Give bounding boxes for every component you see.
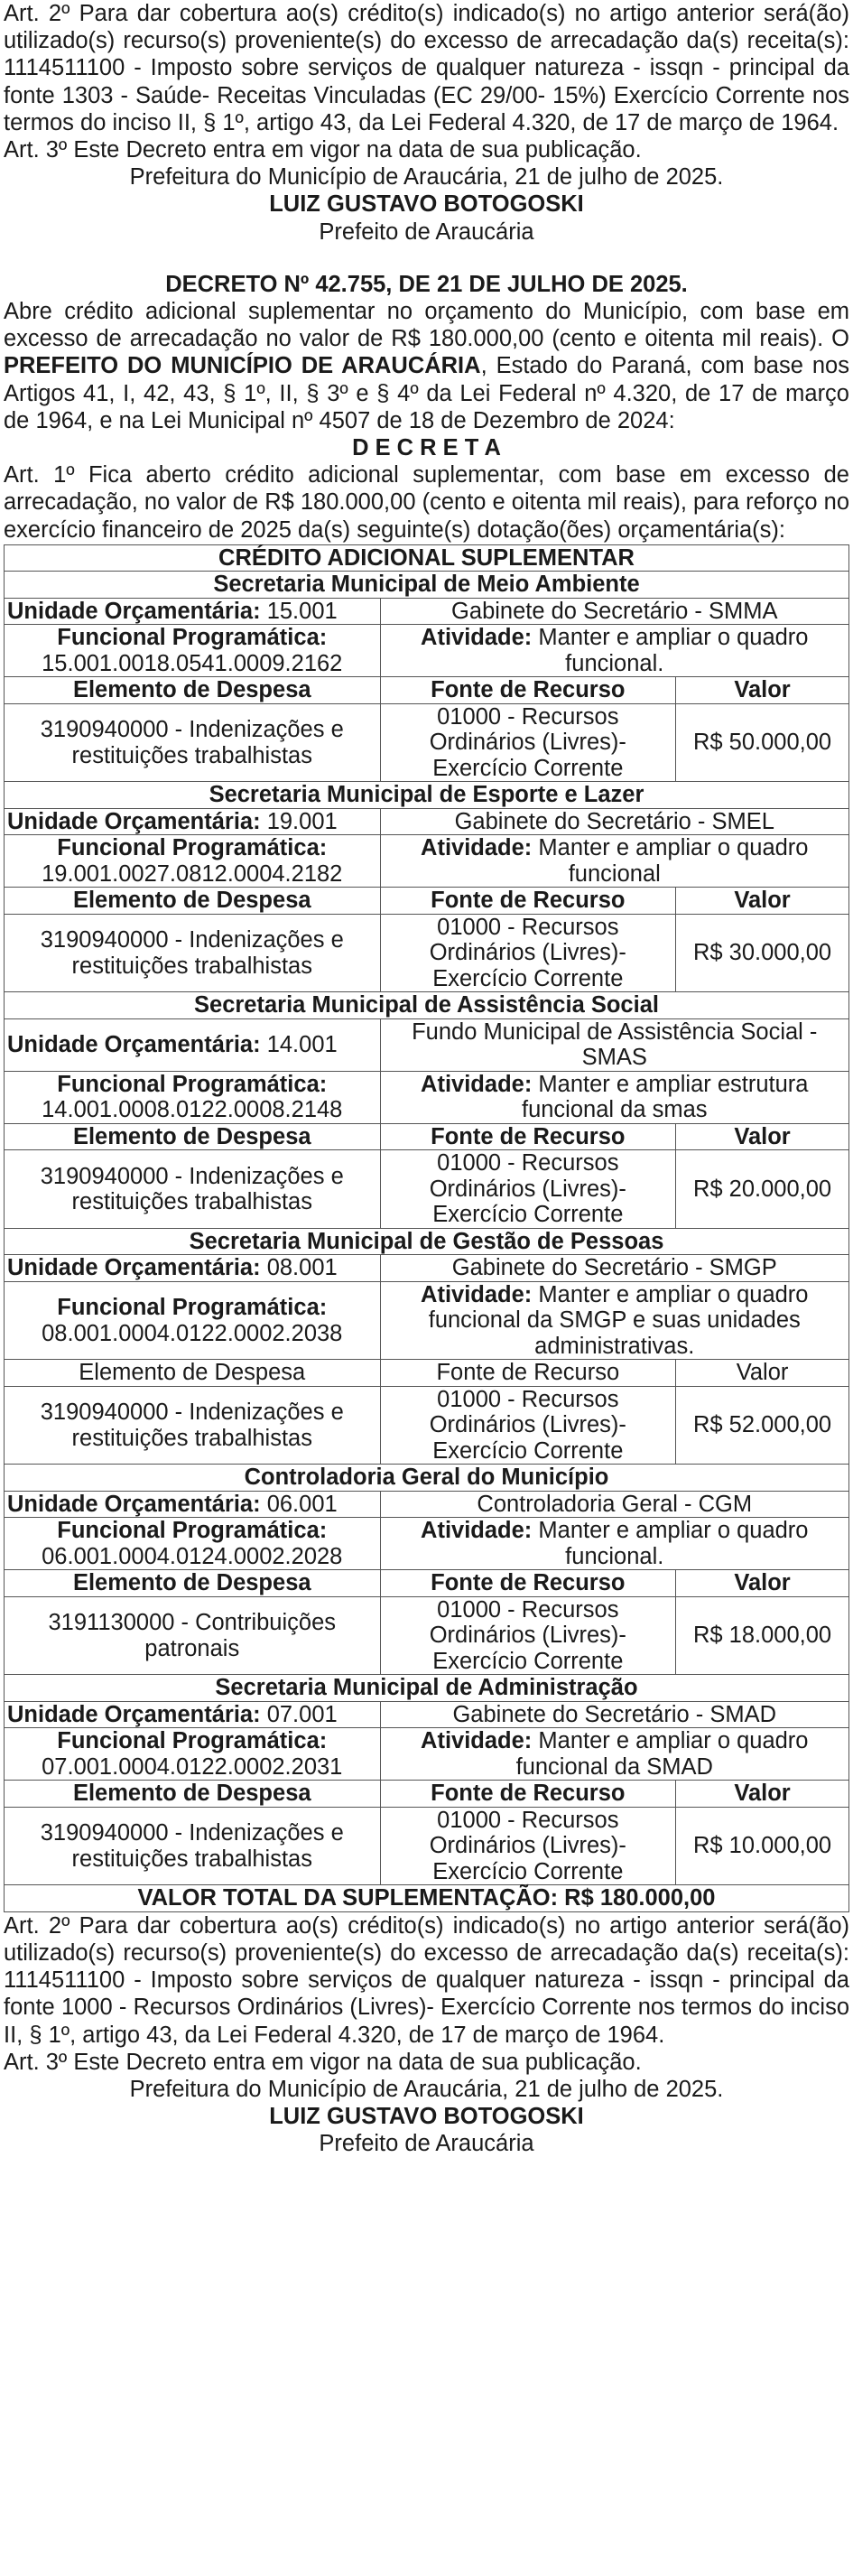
fonte-cell: 01000 - Recursos Ordinários (Livres)- Exercício Corrente [380,1807,676,1885]
valor-header: Valor [676,1360,849,1387]
elemento-cell: 3190940000 - Indenizações e restituições trabalhistas [5,1150,381,1229]
fp-code: 06.001.0004.0124.0002.2028 [42,1543,343,1569]
section-uo [5,598,381,625]
atividade-label: Atividade: [421,1518,533,1544]
decreta-heading: D E C R E T A [352,435,501,461]
decree-art2: Art. 2º Para dar cobertura ao(s) crédito(s) indicado(s) no artigo anterior será(ão) utilizado(s) recurso(s) proveniente(s) do excesso de arrecadação da(s) receita(s): 1114511100 - Imposto sobre serviços de qualquer natureza - issqn - principal da fonte 1000 - Recursos Ordinários (Livres)- Exercício Corrente nos termos do inciso II, § 1º, artigo 43, da Lei Federal 4.320, de 17 de março de 1964. [4,1912,849,2048]
uo-name: Gabinete do Secretário - SMGP [380,1255,848,1282]
credit-table-title: CRÉDITO ADICIONAL SUPLEMENTAR [5,544,849,572]
decree-art3: Art. 3º Este Decreto entra em vigor na data de sua publicação. [4,2049,642,2075]
prior-decree-place-date: Prefeitura do Município de Araucária, 21 de julho de 2025. [129,164,724,191]
atividade-label: Atividade: [421,1071,533,1097]
uo-number: 19.001 [266,808,338,834]
fp-label: Funcional Programática: [57,1518,328,1544]
uo-label: Unidade Orçamentária: [7,1701,261,1727]
fonte-header: Fonte de Recurso [380,1781,676,1808]
elemento-cell: 3190940000 - Indenizações e restituições trabalhistas [5,914,381,992]
atividade-label: Atividade: [421,1728,533,1754]
valor-cell: R$ 50.000,00 [676,703,849,782]
valor-cell: R$ 52.000,00 [676,1386,849,1465]
fp-code: 19.001.0027.0812.0004.2182 [42,860,343,887]
elemento-header: Elemento de Despesa [5,888,381,915]
prior-decree-art3: Art. 3º Este Decreto entra em vigor na data de sua publicação. [4,137,642,163]
fp-label: Funcional Programática: [57,625,328,651]
fp-label: Funcional Programática: [57,835,328,861]
section-fp [5,1281,381,1360]
valor-cell: R$ 30.000,00 [676,914,849,992]
uo-name: Gabinete do Secretário - SMMA [380,598,848,625]
elemento-cell: 3190940000 - Indenizações e restituições trabalhistas [5,1807,381,1885]
decree-art1: Art. 1º Fica aberto crédito adicional suplementar, com base em excesso de arrecadação, no valor de R$ 180.000,00 (cento e oitenta mil reais), para reforço no exercício financeiro de 2025 da(s) seguinte(s) dotação(ões) orçamentária(s): [4,462,849,543]
uo-name: Gabinete do Secretário - SMAD [380,1701,848,1728]
decree-role: Prefeito de Araucária [319,2131,534,2157]
valor-header: Valor [676,1570,849,1597]
elemento-cell: 3190940000 - Indenizações e restituições trabalhistas [5,1386,381,1465]
section-fp [5,1071,381,1123]
atividade-text: Manter e ampliar estrutura funcional da smas [521,1071,809,1123]
atividade-text: Manter e ampliar o quadro funcional. [538,1518,809,1569]
elemento-cell: 3191130000 - Contribuições patronais [5,1596,381,1675]
uo-name: Fundo Municipal de Assistência Social - SMAS [380,1018,848,1071]
uo-label: Unidade Orçamentária: [7,1491,261,1517]
elemento-cell: 3190940000 - Indenizações e restituições trabalhistas [5,703,381,782]
decree-preamble [4,298,849,434]
valor-cell: R$ 10.000,00 [676,1807,849,1885]
decree-signer: LUIZ GUSTAVO BOTOGOSKI [269,2104,584,2130]
uo-number: 14.001 [266,1032,338,1058]
decree-ementa: Abre crédito adicional suplementar no orçamento do Município, com base em excesso de arrecadação no valor de R$ 180.000,00 (cento e oitenta mil reais). [4,299,849,352]
decree-place-date: Prefeitura do Município de Araucária, 21 de julho de 2025. [129,2077,724,2103]
atividade-text: Manter e ampliar o quadro funcional [538,835,809,887]
atividade-label: Atividade: [421,835,533,861]
uo-name: Controladoria Geral - CGM [380,1491,848,1518]
elemento-header: Elemento de Despesa [5,1781,381,1808]
section-atividade [380,1518,848,1570]
valor-header: Valor [676,1781,849,1808]
prior-decree-role: Prefeito de Araucária [319,219,534,245]
fp-label: Funcional Programática: [57,1295,328,1321]
decree-intro-lead: O [823,326,849,352]
fonte-header: Fonte de Recurso [380,888,676,915]
elemento-header: Elemento de Despesa [5,1570,381,1597]
uo-number: 06.001 [266,1491,338,1517]
prior-decree-art2: Art. 2º Para dar cobertura ao(s) crédito(s) indicado(s) no artigo anterior será(ão) utilizado(s) recurso(s) proveniente(s) do excesso de arrecadação da(s) receita(s): 1114511100 - Imposto sobre serviços de qualquer natureza - issqn - principal da fonte 1303 - Saúde- Receitas Vinculadas (EC 29/00- 15%) Exercício Corrente nos termos do inciso II, § 1º, artigo 43, da Lei Federal 4.320, de 17 de março de 1964. [4,1,849,135]
section-uo [5,1018,381,1071]
section-atividade [380,625,848,677]
credit-table [4,544,849,1912]
elemento-header: Elemento de Despesa [5,1360,381,1387]
fp-code: 14.001.0008.0122.0008.2148 [42,1097,343,1123]
total-supplement: VALOR TOTAL DA SUPLEMENTAÇÃO: R$ 180.000,00 [5,1885,849,1912]
section-atividade [380,1071,848,1123]
section-fp [5,1728,381,1781]
section-atividade [380,1728,848,1781]
fp-label: Funcional Programática: [57,1728,328,1754]
uo-name: Gabinete do Secretário - SMEL [380,808,848,835]
atividade-text: Manter e ampliar o quadro funcional da SMGP e suas unidades administrativas. [428,1281,809,1359]
fp-code: 08.001.0004.0122.0002.2038 [42,1320,343,1346]
fp-code: 07.001.0004.0122.0002.2031 [42,1753,343,1780]
elemento-header: Elemento de Despesa [5,677,381,704]
valor-cell: R$ 20.000,00 [676,1150,849,1229]
section-secretaria: Secretaria Municipal de Esporte e Lazer [5,782,849,809]
fonte-cell: 01000 - Recursos Ordinários (Livres)- Exercício Corrente [380,1386,676,1465]
fp-code: 15.001.0018.0541.0009.2162 [42,650,343,676]
valor-header: Valor [676,677,849,704]
atividade-label: Atividade: [421,625,533,651]
decree-title: DECRETO Nº 42.755, DE 21 DE JULHO DE 2025. [165,271,688,297]
section-atividade [380,1281,848,1360]
fonte-cell: 01000 - Recursos Ordinários (Livres)- Exercício Corrente [380,914,676,992]
uo-label: Unidade Orçamentária: [7,1032,261,1058]
uo-label: Unidade Orçamentária: [7,598,261,624]
valor-header: Valor [676,1123,849,1150]
section-fp [5,1518,381,1570]
prior-decree-signer: LUIZ GUSTAVO BOTOGOSKI [269,191,584,218]
section-fp [5,835,381,888]
elemento-header: Elemento de Despesa [5,1123,381,1150]
section-uo [5,1701,381,1728]
atividade-text: Manter e ampliar o quadro funcional. [538,625,809,676]
section-uo [5,1255,381,1282]
section-secretaria: Secretaria Municipal de Gestão de Pessoas [5,1228,849,1255]
fonte-header: Fonte de Recurso [380,677,676,704]
fonte-cell: 01000 - Recursos Ordinários (Livres)- Exercício Corrente [380,1596,676,1675]
uo-number: 07.001 [266,1701,338,1727]
decree-intro-rest: , Estado do Paraná, com base nos Artigos 41, I, 42, 43, § 1º, II, § 3º e § 4º da Lei Federal nº 4.320, de 17 de março de 1964, e na Lei Municipal nº 4507 de 18 de Dezembro de 2024: [4,353,849,433]
atividade-text: Manter e ampliar o quadro funcional da SMAD [515,1728,809,1780]
section-secretaria: Secretaria Municipal de Meio Ambiente [5,572,849,599]
valor-header: Valor [676,888,849,915]
section-fp [5,625,381,677]
section-uo [5,1491,381,1518]
section-secretaria: Secretaria Municipal de Administração [5,1675,849,1702]
fp-label: Funcional Programática: [57,1071,328,1097]
section-secretaria: Secretaria Municipal de Assistência Social [5,992,849,1019]
uo-label: Unidade Orçamentária: [7,1255,261,1281]
fonte-cell: 01000 - Recursos Ordinários (Livres)- Exercício Corrente [380,703,676,782]
decree-authority: PREFEITO DO MUNICÍPIO DE ARAUCÁRIA [4,353,481,379]
fonte-header: Fonte de Recurso [380,1123,676,1150]
section-uo [5,808,381,835]
valor-cell: R$ 18.000,00 [676,1596,849,1675]
fonte-header: Fonte de Recurso [380,1570,676,1597]
fonte-cell: 01000 - Recursos Ordinários (Livres)- Exercício Corrente [380,1150,676,1229]
atividade-label: Atividade: [421,1281,533,1307]
section-secretaria: Controladoria Geral do Município [5,1465,849,1492]
uo-number: 15.001 [266,598,338,624]
fonte-header: Fonte de Recurso [380,1360,676,1387]
uo-number: 08.001 [266,1255,338,1281]
uo-label: Unidade Orçamentária: [7,808,261,834]
section-atividade [380,835,848,888]
